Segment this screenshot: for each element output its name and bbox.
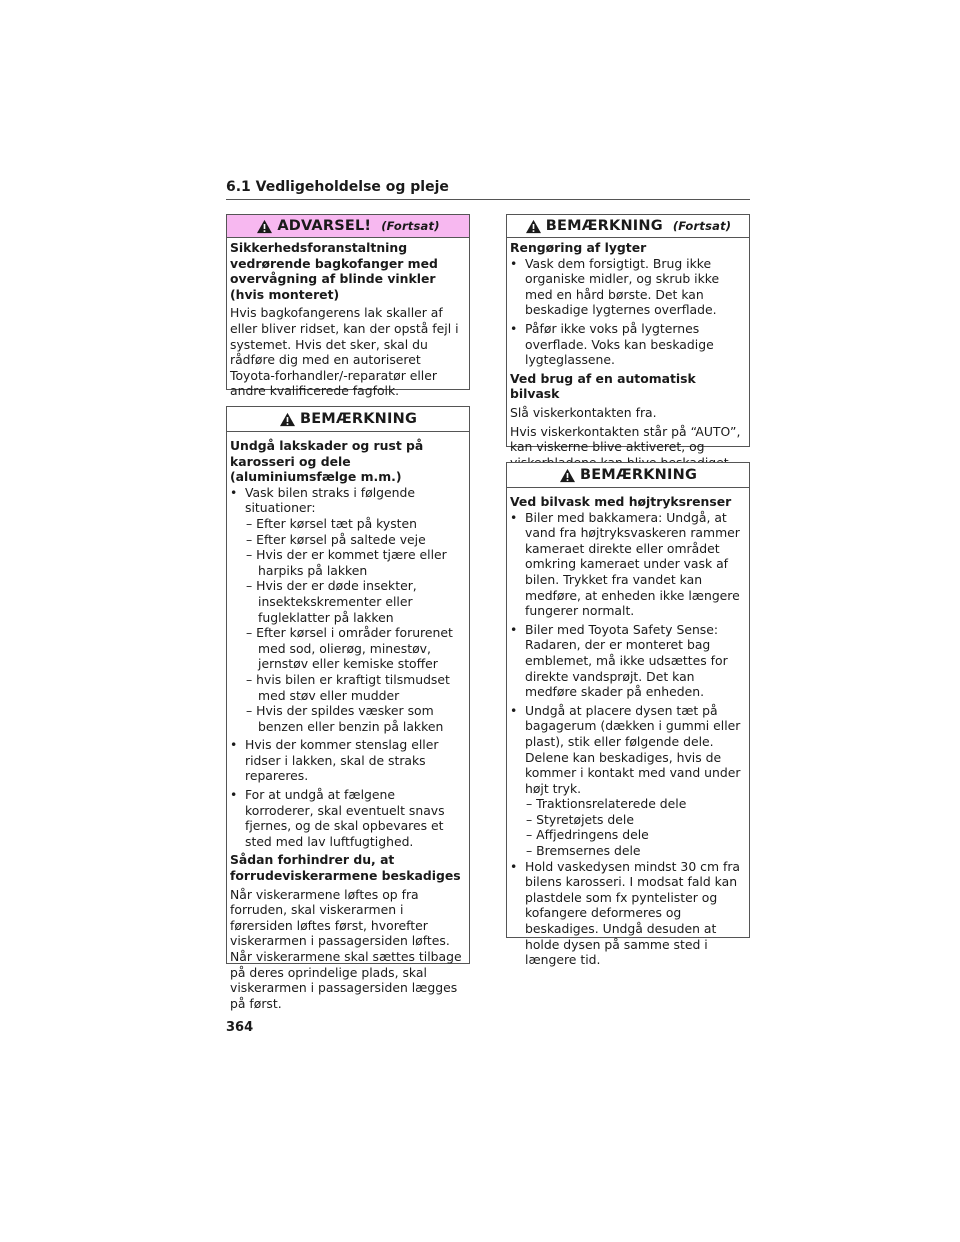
- warning-text: Hvis bagkofangerens lak skaller af eller bliver ridset, kan der opstå fejl i systemet. Hvis det sker, skal du rådføre dig med en autoriseret Toyota-forhandler/-reparatør eller andre kvalificerede fagfolk.: [230, 305, 459, 399]
- warning-box-header: [227, 215, 469, 238]
- notice-heading: Ved brug af en automatisk bilvask: [510, 370, 696, 402]
- warning-triangle-icon: [279, 412, 296, 427]
- sub-item: – Bremsernes dele: [526, 843, 641, 859]
- notice-box-header: [227, 407, 469, 432]
- notice-heading: Sådan forhindrer du, at forrudeviskerarmene beskadiges: [230, 852, 461, 884]
- notice-title: BEMÆRKNING: [299, 411, 418, 427]
- section-header: 6.1 Vedligeholdelse og pleje: [226, 179, 750, 200]
- list-item: • Hold vaskedysen mindst 30 cm fra bilens karosseri. I modsat fald kan plastdele som fx pyntelister og kofangere deformeres og beskadiges. Undgå desuden at holde dysen på samme sted i længere tid.: [510, 858, 741, 968]
- sub-item: – Efter kørsel på saltede veje: [246, 531, 426, 547]
- notice-title: BEMÆRKNING: [545, 218, 663, 234]
- list-item: • Vask bilen straks i følgende situationer:: [230, 484, 416, 516]
- sub-item: – Efter kørsel i områder forurenet med sod, olierøg, minestøv, jernstøv eller kemiske stoffer: [246, 625, 453, 672]
- warning-title: ADVARSEL!: [277, 218, 372, 234]
- warning-triangle-icon: [559, 468, 576, 483]
- notice-heading: Rengøring af lygter: [510, 240, 647, 255]
- list-item: • For at undgå at fælgene korroderer, skal eventuelt snavs fjernes, og de skal opbevares et sted med lav luftfugtighed.: [230, 787, 445, 849]
- notice-heading: Ved bilvask med højtryksrenser: [510, 494, 732, 509]
- notice-box-paint: [226, 406, 470, 1011]
- warning-triangle-icon: [525, 219, 542, 234]
- page-number: 364: [226, 1020, 254, 1035]
- notice-box-pressure-washer: [506, 462, 750, 968]
- notice-text: Når viskerarmene løftes op fra forruden, skal viskerarmen i førersiden løftes først, hvorefter viskerarmen i passagersiden løftes. Når viskerarmene skal sættes tilbage på deres oprindelige plads, skal viskerarmen i passagersiden lægges på først.: [230, 886, 462, 1011]
- list-item: • Påfør ikke voks på lygternes overflade. Voks kan beskadige lygteglassene.: [510, 320, 714, 368]
- list-item: • Vask dem forsigtigt. Brug ikke organiske midler, og skrub ikke med en hård børste. Det kan beskadige lygternes overflade.: [510, 255, 720, 318]
- notice-text: Hvis viskerkontakten står på “AUTO”, kan viskerne blive aktiveret, og: [510, 423, 741, 455]
- sub-item: – hvis bilen er kraftigt tilsmudset med støv eller mudder: [246, 671, 450, 703]
- sub-item: – Hvis der spildes væsker som benzen eller benzin på lakken: [246, 703, 444, 734]
- sub-item: – Affjedringens dele: [526, 827, 649, 843]
- continued-label: (Fortsat): [672, 219, 732, 233]
- notice-box-header: [507, 215, 749, 238]
- warning-triangle-icon: [256, 219, 273, 234]
- list-item: • Biler med bakkamera: Undgå, at vand fra højtryksvaskeren rammer kameraet direkte eller området omkring kameraet under vask af bilen. Trykket fra vandet kan medføre, at enheden ikke længere fungerer normalt.: [510, 509, 740, 619]
- notice-box-lights: [506, 214, 750, 455]
- list-item: • Undgå at placere dysen tæt på bagagerum (dækken i gummi eller plast), stik eller følgende dele. Delene kan beskadiges, hvis de kommer i kontakt med vand under højt tryk.: [510, 702, 741, 796]
- list-item: • Biler med Toyota Safety Sense: Radaren, der er monteret bag emblemet, må ikke udsættes for direkte vandsprøjt. Det kan medføre skader på enheden.: [510, 621, 728, 700]
- sub-item: – Hvis der er kommet tjære eller harpiks på lakken: [246, 547, 447, 578]
- notice-box-header: [507, 463, 749, 488]
- notice-text: Slå viskerkontakten fra.: [510, 404, 657, 420]
- sub-item: – Styretøjets dele: [526, 811, 634, 827]
- notice-heading: Undgå lakskader og rust på karosseri og dele (aluminiumsfælge m.m.): [230, 438, 424, 485]
- list-item: • Hvis der kommer stenslag eller ridser i lakken, skal de straks repareres.: [230, 737, 439, 784]
- warning-box: [226, 214, 470, 399]
- sub-item: – Hvis der er døde insekter, insektekskrementer eller fugleklatter på lakken: [246, 578, 417, 625]
- notice-title: BEMÆRKNING: [579, 467, 698, 483]
- continued-label: (Fortsat): [381, 219, 440, 233]
- sub-item: – Traktionsrelaterede dele: [526, 796, 687, 812]
- sub-item: – Efter kørsel tæt på kysten: [246, 515, 418, 531]
- warning-heading: Sikkerhedsforanstaltning vedrørende bagkofanger med overvågning af blinde vinkler (hvis monteret): [230, 240, 438, 302]
